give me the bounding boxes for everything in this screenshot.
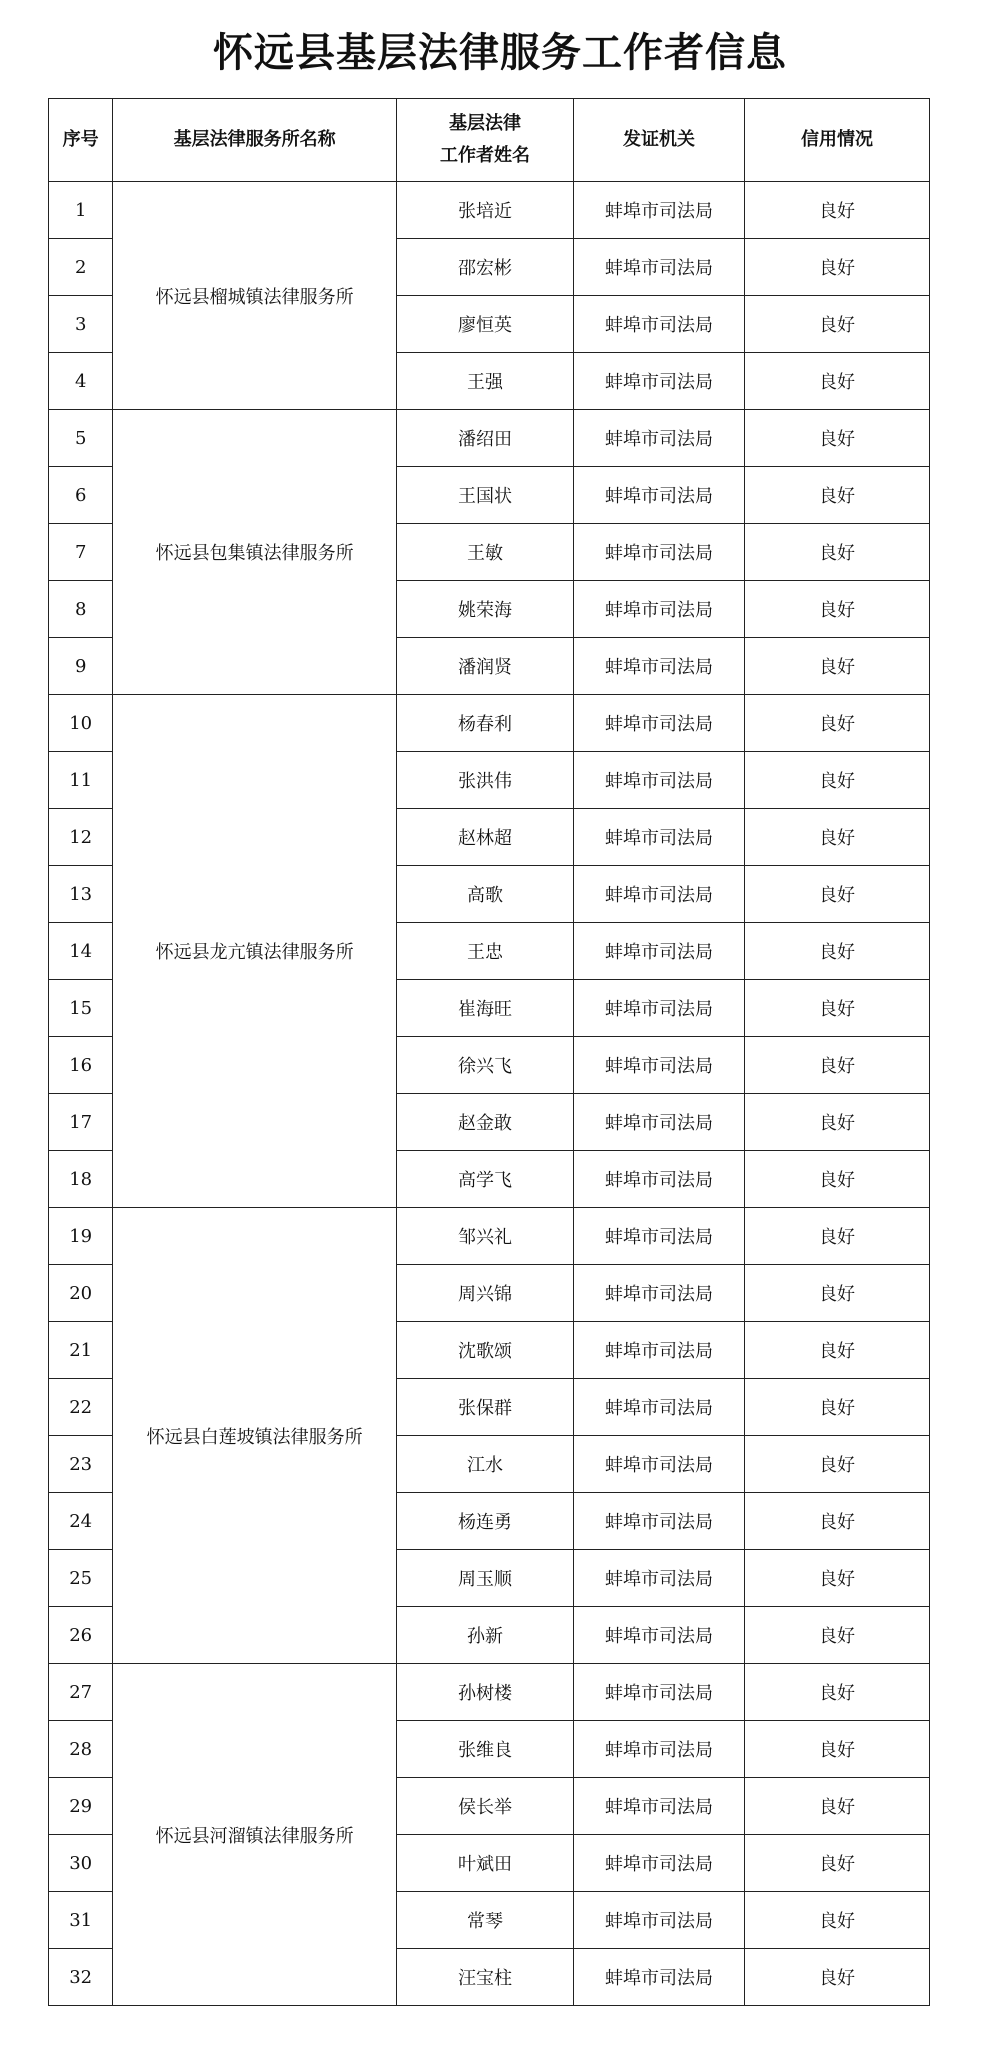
table-header	[49, 99, 930, 182]
issuer-cell: 蚌埠市司法局	[573, 1721, 744, 1778]
credit-cell: 良好	[744, 296, 929, 353]
office-name-cell: 怀远县榴城镇法律服务所	[113, 182, 397, 410]
issuer-cell: 蚌埠市司法局	[573, 752, 744, 809]
credit-cell: 良好	[744, 1778, 929, 1835]
worker-name-cell: 邵宏彬	[396, 239, 573, 296]
seq-cell: 7	[49, 524, 113, 581]
seq-cell: 13	[49, 866, 113, 923]
worker-name-cell: 孙树楼	[396, 1664, 573, 1721]
worker-name-cell: 徐兴飞	[396, 1037, 573, 1094]
credit-cell: 良好	[744, 980, 929, 1037]
seq-cell: 30	[49, 1835, 113, 1892]
issuer-cell: 蚌埠市司法局	[573, 1550, 744, 1607]
worker-name-cell: 周兴锦	[396, 1265, 573, 1322]
seq-cell: 2	[49, 239, 113, 296]
seq-cell: 11	[49, 752, 113, 809]
issuer-cell: 蚌埠市司法局	[573, 182, 744, 239]
worker-name-cell: 杨连勇	[396, 1493, 573, 1550]
credit-cell: 良好	[744, 1436, 929, 1493]
seq-cell: 14	[49, 923, 113, 980]
worker-name-cell: 张保群	[396, 1379, 573, 1436]
seq-cell: 31	[49, 1892, 113, 1949]
header-row	[49, 99, 930, 182]
worker-name-cell: 潘润贤	[396, 638, 573, 695]
seq-cell: 1	[49, 182, 113, 239]
worker-name-cell: 王强	[396, 353, 573, 410]
credit-cell: 良好	[744, 752, 929, 809]
seq-cell: 23	[49, 1436, 113, 1493]
worker-name-cell: 常琴	[396, 1892, 573, 1949]
worker-name-cell: 叶斌田	[396, 1835, 573, 1892]
issuer-cell: 蚌埠市司法局	[573, 638, 744, 695]
header-seq: 序号	[49, 99, 113, 182]
credit-cell: 良好	[744, 695, 929, 752]
credit-cell: 良好	[744, 581, 929, 638]
worker-name-cell: 邹兴礼	[396, 1208, 573, 1265]
worker-name-cell: 王忠	[396, 923, 573, 980]
header-worker-name	[396, 99, 573, 182]
issuer-cell: 蚌埠市司法局	[573, 1208, 744, 1265]
credit-cell: 良好	[744, 239, 929, 296]
credit-cell: 良好	[744, 353, 929, 410]
issuer-cell: 蚌埠市司法局	[573, 353, 744, 410]
worker-name-cell: 高学飞	[396, 1151, 573, 1208]
credit-cell: 良好	[744, 1550, 929, 1607]
seq-cell: 24	[49, 1493, 113, 1550]
issuer-cell: 蚌埠市司法局	[573, 1607, 744, 1664]
worker-name-cell: 汪宝柱	[396, 1949, 573, 2006]
worker-name-cell: 江水	[396, 1436, 573, 1493]
seq-cell: 9	[49, 638, 113, 695]
table-row	[49, 695, 930, 752]
issuer-cell: 蚌埠市司法局	[573, 524, 744, 581]
credit-cell: 良好	[744, 1493, 929, 1550]
seq-cell: 32	[49, 1949, 113, 2006]
worker-name-cell: 崔海旺	[396, 980, 573, 1037]
seq-cell: 12	[49, 809, 113, 866]
worker-name-cell: 侯长举	[396, 1778, 573, 1835]
office-name-cell: 怀远县白莲坡镇法律服务所	[113, 1208, 397, 1664]
issuer-cell: 蚌埠市司法局	[573, 239, 744, 296]
credit-cell: 良好	[744, 809, 929, 866]
header-office: 基层法律服务所名称	[113, 99, 397, 182]
table-row	[49, 1208, 930, 1265]
issuer-cell: 蚌埠市司法局	[573, 866, 744, 923]
credit-cell: 良好	[744, 1265, 929, 1322]
worker-name-cell: 周玉顺	[396, 1550, 573, 1607]
header-credit: 信用情况	[744, 99, 929, 182]
issuer-cell: 蚌埠市司法局	[573, 410, 744, 467]
seq-cell: 19	[49, 1208, 113, 1265]
credit-cell: 良好	[744, 1949, 929, 2006]
issuer-cell: 蚌埠市司法局	[573, 1265, 744, 1322]
seq-cell: 3	[49, 296, 113, 353]
credit-cell: 良好	[744, 1379, 929, 1436]
issuer-cell: 蚌埠市司法局	[573, 1322, 744, 1379]
table-body	[49, 182, 930, 2006]
seq-cell: 27	[49, 1664, 113, 1721]
credit-cell: 良好	[744, 410, 929, 467]
issuer-cell: 蚌埠市司法局	[573, 581, 744, 638]
seq-cell: 10	[49, 695, 113, 752]
credit-cell: 良好	[744, 524, 929, 581]
issuer-cell: 蚌埠市司法局	[573, 695, 744, 752]
legal-workers-table	[48, 98, 930, 2006]
header-issuer: 发证机关	[573, 99, 744, 182]
worker-name-cell: 姚荣海	[396, 581, 573, 638]
worker-name-cell: 潘绍田	[396, 410, 573, 467]
issuer-cell: 蚌埠市司法局	[573, 1664, 744, 1721]
table-row	[49, 410, 930, 467]
seq-cell: 22	[49, 1379, 113, 1436]
seq-cell: 16	[49, 1037, 113, 1094]
seq-cell: 21	[49, 1322, 113, 1379]
seq-cell: 15	[49, 980, 113, 1037]
worker-name-cell: 张维良	[396, 1721, 573, 1778]
seq-cell: 25	[49, 1550, 113, 1607]
seq-cell: 17	[49, 1094, 113, 1151]
seq-cell: 6	[49, 467, 113, 524]
seq-cell: 8	[49, 581, 113, 638]
seq-cell: 28	[49, 1721, 113, 1778]
issuer-cell: 蚌埠市司法局	[573, 467, 744, 524]
credit-cell: 良好	[744, 1037, 929, 1094]
issuer-cell: 蚌埠市司法局	[573, 809, 744, 866]
credit-cell: 良好	[744, 1721, 929, 1778]
table-row	[49, 182, 930, 239]
worker-name-cell: 王国状	[396, 467, 573, 524]
worker-name-cell: 高歌	[396, 866, 573, 923]
seq-cell: 5	[49, 410, 113, 467]
credit-cell: 良好	[744, 1607, 929, 1664]
seq-cell: 18	[49, 1151, 113, 1208]
issuer-cell: 蚌埠市司法局	[573, 1151, 744, 1208]
issuer-cell: 蚌埠市司法局	[573, 1379, 744, 1436]
credit-cell: 良好	[744, 866, 929, 923]
office-name-cell: 怀远县包集镇法律服务所	[113, 410, 397, 695]
worker-name-cell: 王敏	[396, 524, 573, 581]
issuer-cell: 蚌埠市司法局	[573, 1778, 744, 1835]
issuer-cell: 蚌埠市司法局	[573, 1493, 744, 1550]
credit-cell: 良好	[744, 638, 929, 695]
seq-cell: 4	[49, 353, 113, 410]
header-worker-name-line1: 基层法律	[448, 113, 521, 134]
issuer-cell: 蚌埠市司法局	[573, 1835, 744, 1892]
credit-cell: 良好	[744, 467, 929, 524]
credit-cell: 良好	[744, 1664, 929, 1721]
worker-name-cell: 杨春利	[396, 695, 573, 752]
issuer-cell: 蚌埠市司法局	[573, 296, 744, 353]
issuer-cell: 蚌埠市司法局	[573, 1094, 744, 1151]
credit-cell: 良好	[744, 923, 929, 980]
issuer-cell: 蚌埠市司法局	[573, 1436, 744, 1493]
credit-cell: 良好	[744, 1322, 929, 1379]
credit-cell: 良好	[744, 1892, 929, 1949]
seq-cell: 29	[49, 1778, 113, 1835]
worker-name-cell: 赵金敢	[396, 1094, 573, 1151]
office-name-cell: 怀远县河溜镇法律服务所	[113, 1664, 397, 2006]
seq-cell: 26	[49, 1607, 113, 1664]
credit-cell: 良好	[744, 1094, 929, 1151]
issuer-cell: 蚌埠市司法局	[573, 923, 744, 980]
issuer-cell: 蚌埠市司法局	[573, 980, 744, 1037]
header-worker-name-line2: 工作者姓名	[439, 145, 530, 166]
page-title: 怀远县基层法律服务工作者信息	[213, 29, 787, 76]
office-name-cell: 怀远县龙亢镇法律服务所	[113, 695, 397, 1208]
worker-name-cell: 赵林超	[396, 809, 573, 866]
worker-name-cell: 沈歌颂	[396, 1322, 573, 1379]
issuer-cell: 蚌埠市司法局	[573, 1892, 744, 1949]
issuer-cell: 蚌埠市司法局	[573, 1949, 744, 2006]
credit-cell: 良好	[744, 1835, 929, 1892]
credit-cell: 良好	[744, 182, 929, 239]
credit-cell: 良好	[744, 1151, 929, 1208]
issuer-cell: 蚌埠市司法局	[573, 1037, 744, 1094]
worker-name-cell: 孙新	[396, 1607, 573, 1664]
worker-name-cell: 廖恒英	[396, 296, 573, 353]
seq-cell: 20	[49, 1265, 113, 1322]
worker-name-cell: 张洪伟	[396, 752, 573, 809]
credit-cell: 良好	[744, 1208, 929, 1265]
table-row	[49, 1664, 930, 1721]
worker-name-cell: 张培近	[396, 182, 573, 239]
